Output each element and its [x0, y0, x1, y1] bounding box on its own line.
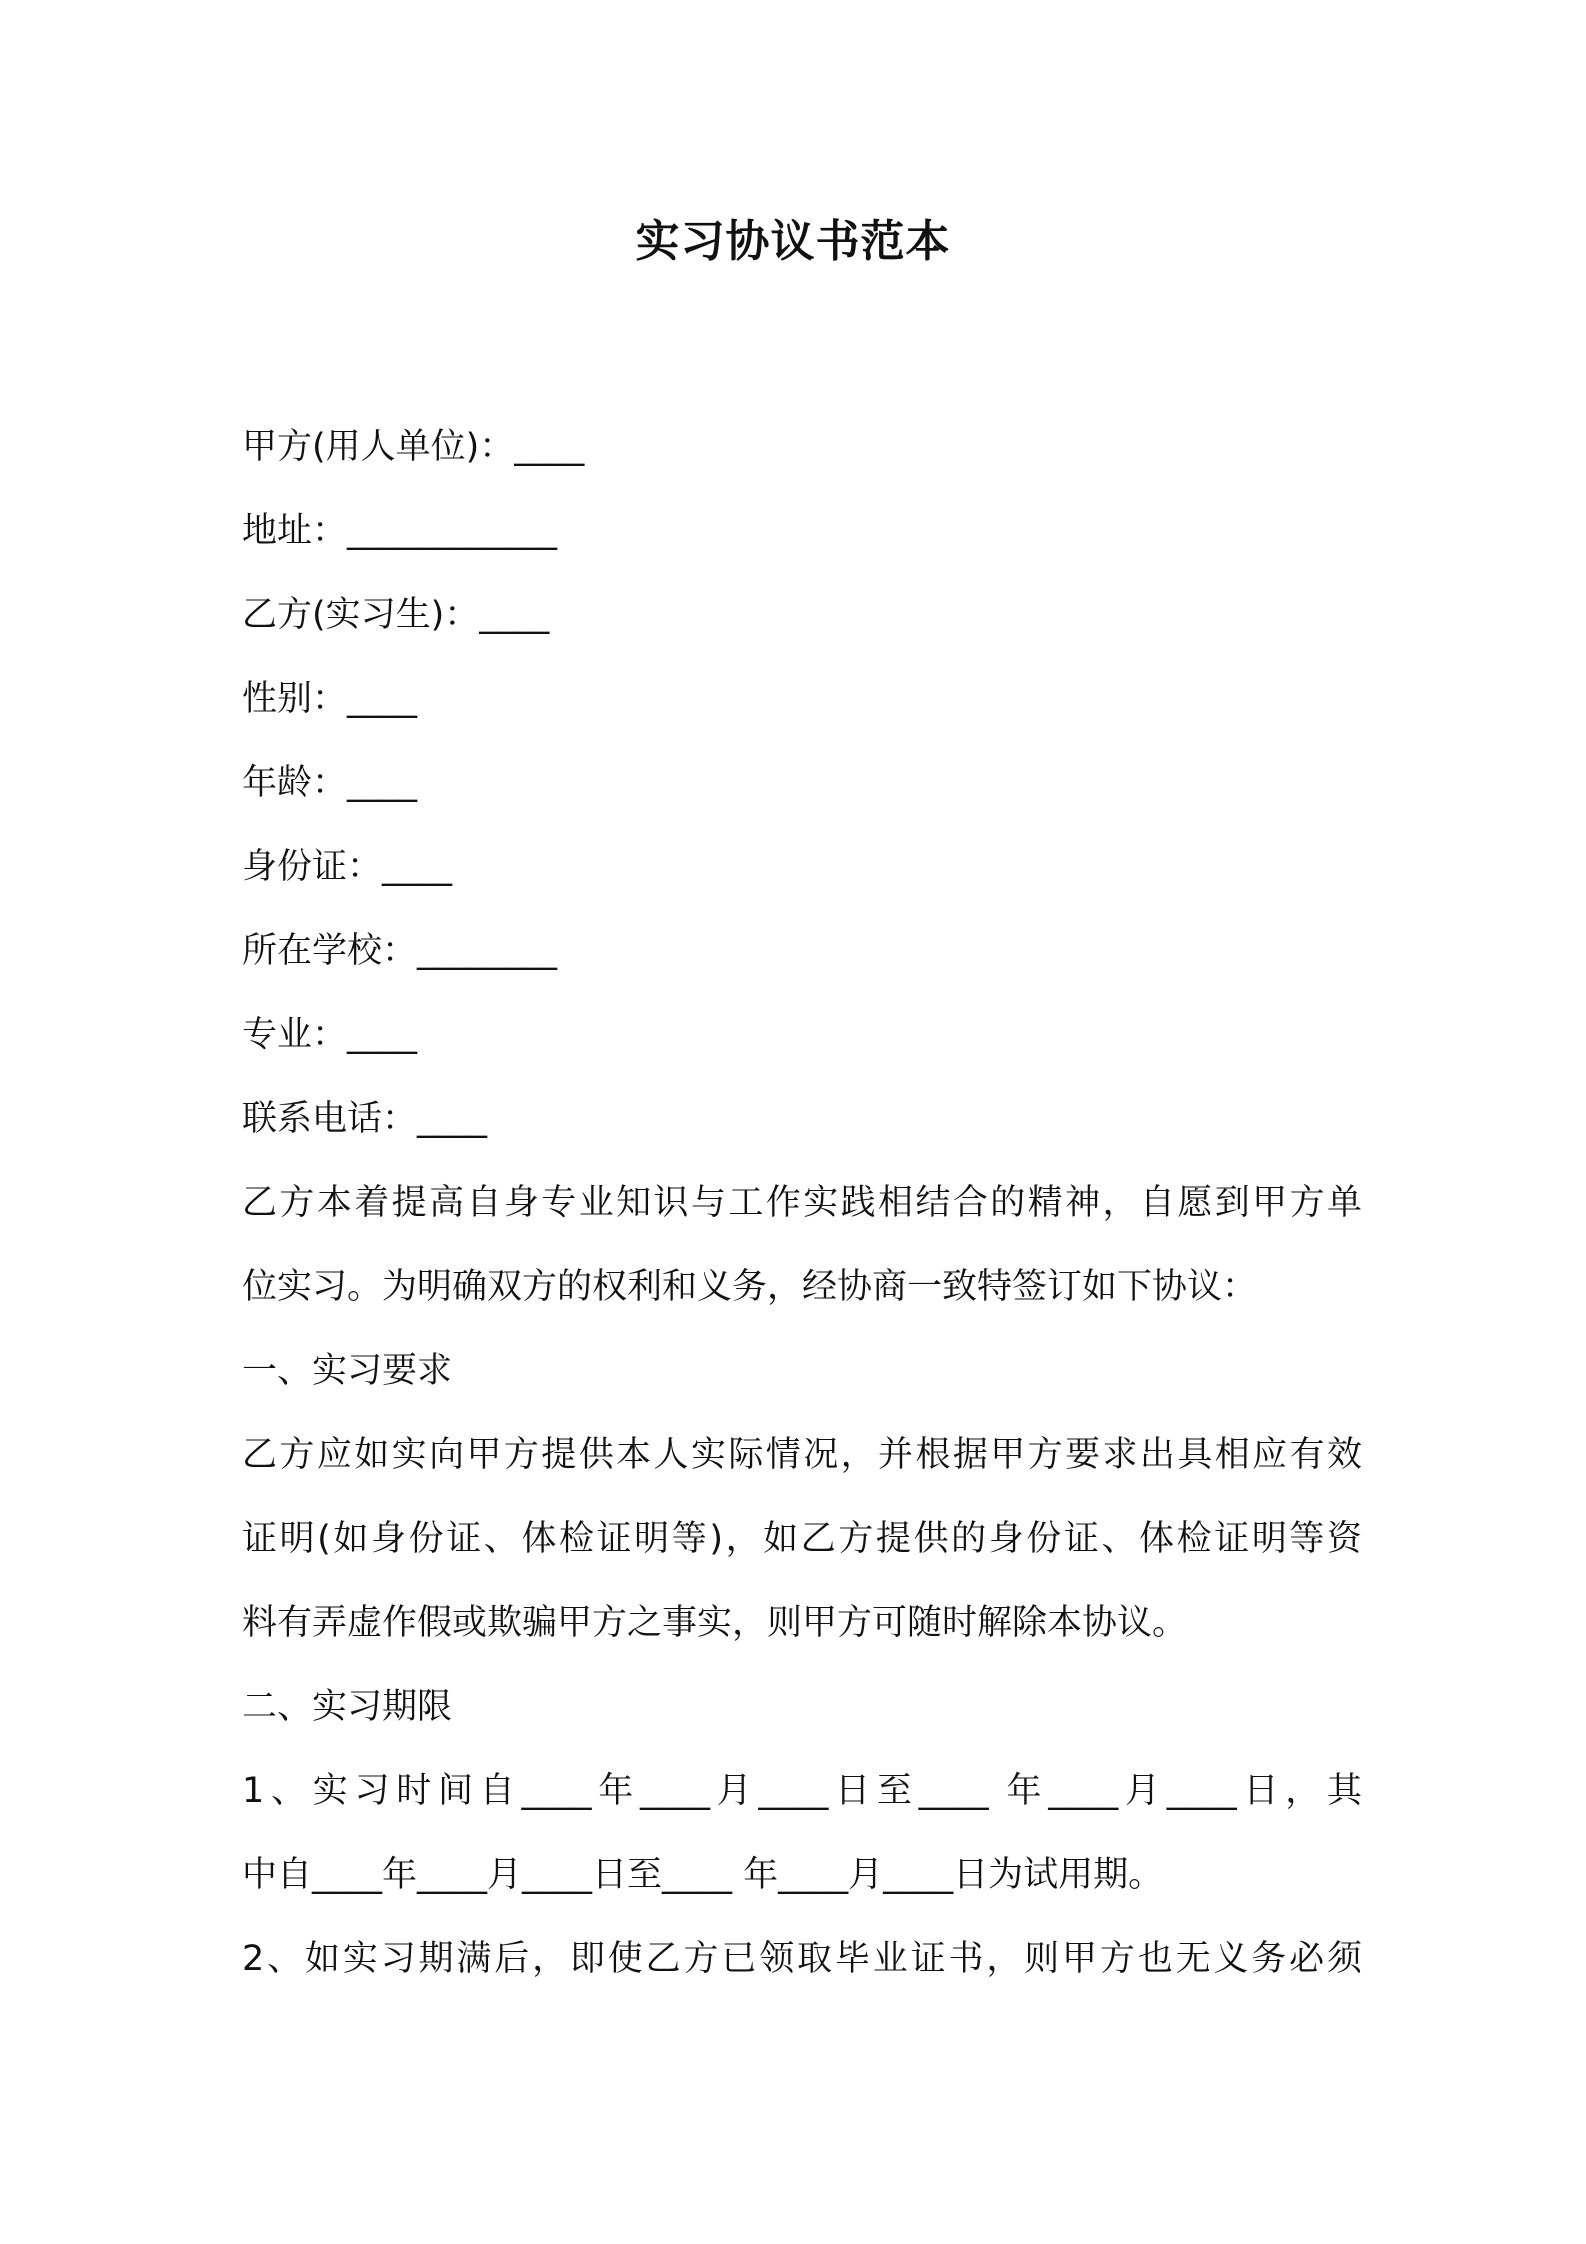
intro-line-1: 乙方本着提高自身专业知识与工作实践相结合的精神，自愿到甲方单 — [242, 1183, 1362, 1223]
intro-line-2: 位实习。为明确双方的权利和义务，经协商一致特签订如下协议： — [242, 1267, 1258, 1307]
field-major: 专业：____ — [242, 1015, 418, 1055]
field-phone: 联系电话：____ — [242, 1099, 488, 1139]
period-line-3: 2、如实习期满后，即使乙方已领取毕业证书，则甲方也无义务必须 — [242, 1939, 1362, 1979]
period-line-2: 中自____年____月____日至____ 年____月____日为试用期。 — [242, 1855, 1164, 1895]
field-party-b: 乙方(实习生)：____ — [242, 595, 550, 635]
period-line-1: 1、实习时间自____年____月____日至____ 年____月____日，其 — [242, 1771, 1362, 1811]
document-title: 实习协议书范本 — [635, 216, 951, 267]
field-age: 年龄：____ — [242, 763, 418, 803]
field-address: 地址：____________ — [242, 511, 558, 551]
section-heading-period: 二、实习期限 — [242, 1687, 453, 1727]
field-party-a: 甲方(用人单位)：____ — [242, 427, 585, 467]
requirements-line-3: 料有弄虚作假或欺骗甲方之事实，则甲方可随时解除本协议。 — [242, 1603, 1188, 1643]
field-school: 所在学校：________ — [242, 931, 558, 971]
section-heading-requirements: 一、实习要求 — [242, 1351, 453, 1391]
document-body — [242, 405, 1362, 2001]
field-gender: 性别：____ — [242, 679, 418, 719]
requirements-line-2: 证明(如身份证、体检证明等)，如乙方提供的身份证、体检证明等资 — [242, 1519, 1362, 1559]
field-id-card: 身份证：____ — [242, 847, 453, 887]
requirements-line-1: 乙方应如实向甲方提供本人实际情况，并根据甲方要求出具相应有效 — [242, 1435, 1362, 1475]
